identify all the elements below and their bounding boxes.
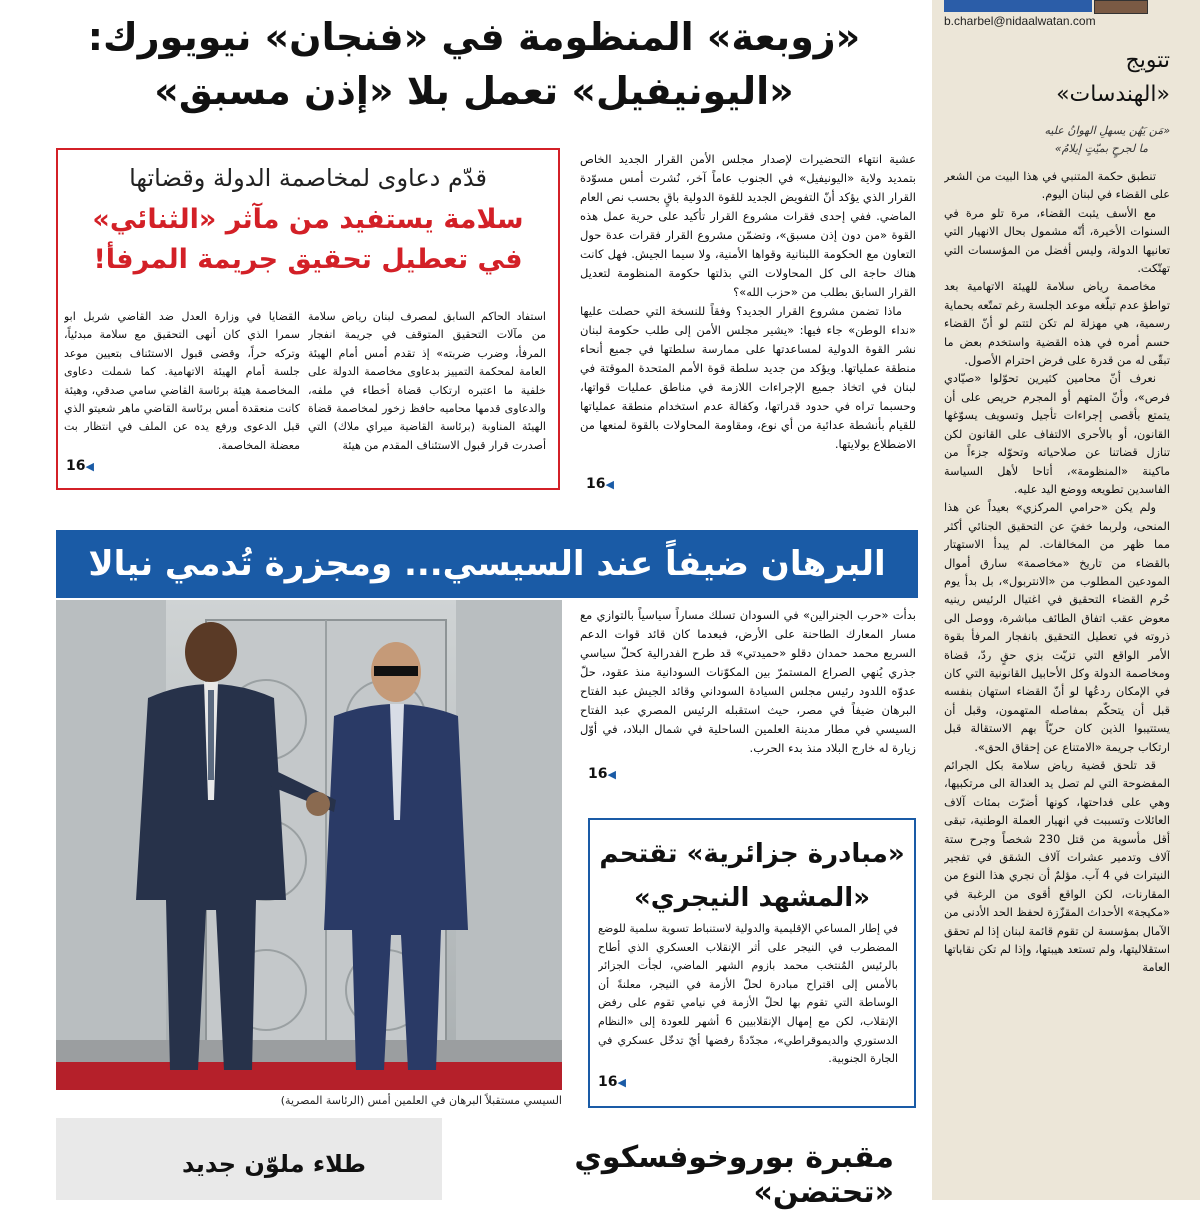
unifil-page-ref[interactable]: [586, 476, 614, 492]
opinion-paragraph: ولم يكن «حرامي المركزي» بعيداً عن هذا المنحى، ولربما خفيَ عن التحقيق الجنائي أكثر مما ظهر من المخالفات. لم يبدأ الاستهتار بالقضاء من تاريخ «مخاصمة» سارق أموال المودعين المطلوب من «الانتربول»، بل بدأ يوم حُرم القضاء التحقيق في اغتيال الرئيس رينيه معوض عقب اتفاق الطائف مباشرة، ووصل الى ذروته في تعطيل التحقيق بانفجار المرفأ بقوة الأمر الواقع التي تزيّت بزي حقٍ ردّ، قضاة ومخاصمة الدولة وكل الأحابيل القانونية التي كان في الإمكان ردعُها لو أنّ القضاء استهان بنفسه قبل أن يتحكّم بمفاصله المتهمون، وقبل أن يستتيبوا الذين كان حريّاً بهم الاستقالة قبل ارتكاب جريمة «الامتناع عن إحقاق الحق».: [944, 501, 1170, 754]
main-headline: [30, 0, 918, 118]
author-photo: [1094, 0, 1148, 14]
salameh-body-right: استفاد الحاكم السابق لمصرف لبنان رياض سلامة من مآلات التحقيق المتوقف في جريمة انفجار المرفأ، وضرب ضربته» إذ تقدم أمس أمام الهيئة العامة لمحكمة التمييز بدعاوى مخاصمة الدولة على خلفية ما اعتبره ارتكاب قضاة أخطاء في ملفه، والدعاوى قدمها محاميه حافظ زخور لمخاصمة قضاة الهيئة المناوبة (برئاسة القاضية ميراي ملاك) التي أصدرت قرار قبول الاستئناف المقدم من هيئة: [308, 310, 546, 452]
arrow-left-icon: ◀: [607, 768, 616, 781]
author-name-tag: [944, 0, 1092, 12]
salameh-page-ref[interactable]: [66, 458, 94, 474]
sudan-banner-title: البرهان ضيفاً عند السيسي... ومجزرة تُدمي نيالا: [88, 544, 886, 584]
unifil-article: [580, 150, 916, 495]
niger-headline-line1: «مبادرة جزائرية» تقتحم: [599, 839, 905, 869]
author-email[interactable]: b.charbel@nidaalwatan.com: [944, 14, 1096, 28]
opinion-quote-line1: «مَن يَهُن يسهلِ الهوانُ عليه: [1044, 124, 1170, 137]
salameh-headline: سلامة يستفيد من مآثر «الثنائي» في تعطيل تحقيق جريمة المرفأ!: [92, 204, 524, 275]
unifil-paragraph: ماذا تضمن مشروع القرار الجديد؟ وفقاً للنسخة التي حصلت عليها «نداء الوطن» جاء فيها: «يشير مجلس الأمن إلى طلب حكومة لبنان نشر القوة الدولية لمساعدتها على ممارسة سلطتها في جميع أنحاء منطقة عملياتها. ويؤكد من جديد سلطة قوة الأمم المتحدة الموقتة في لبنان في اتخاذ جميع الإجراءات اللازمة في مناطق عمليات قواتها، وحسبما تراه في حدود قدراتها، وكفالة عدم استخدام منطقة عملياتها للقيام بأنشطة عدائية من أي نوع، ومقاومة المحاولات بالقوة لمنعها من الاضطلاع بولايتها.: [580, 304, 916, 451]
opinion-body: [944, 168, 1170, 1200]
main-headline-line1: «زوبعة» المنظومة في «فنجان» نيويورك:: [87, 15, 861, 59]
niger-headline: [598, 832, 906, 920]
opinion-title-line2: «الهندسات»: [1056, 82, 1170, 107]
niger-body: في إطار المساعي الإقليمية والدولية لاستنباط تسوية سلمية للوضع المضطرب في النيجر على أثر الإنقلاب العسكري الذي أطاح بالرئيس المُنتخب محمد بازوم الشهر الماضي، لجأت الجزائر بالأمس إلى اقتراح مبادرة لحلّ الأزمة في النيجر، معلنةً أن الوساطة التي تقوم بها لحلّ الأزمة في نيامي تقوم على رفض الإنقلاب، لكن مع إمهال الإنقلابيين 6 أشهر للعودة إلى «النظام الدستوري والديموقراطي»، مجدّدةً رفضها أيّ تدخّل عسكري في الجارة الجنوبية.: [598, 922, 898, 1066]
arrow-left-icon: ◀: [85, 460, 94, 473]
photo-caption: السيسي مستقبلاً البرهان في العلمين أمس (الرئاسة المصرية): [280, 1094, 562, 1107]
opinion-paragraph: مخاصمة رياض سلامة للهيئة الاتهامية بعد تواطؤ عدم تبلّغه موعد الجلسة رغم تمتّعه بحماية رسمية، هي مهزلة لم تكن لتتم لو أنّ القضاء حسم أمره في هذه القضية واستخدم بعض ما تبقّى له من قدرة على فرض احترام الأصول.: [944, 280, 1170, 368]
page-ref-number: 16: [586, 476, 606, 492]
opinion-quote: [944, 122, 1170, 158]
page-ref-number: 16: [598, 1074, 618, 1090]
page-ref-number: 16: [588, 766, 608, 782]
salameh-kicker: قدّم دعاوى لمخاصمة الدولة وقضاتها: [129, 164, 487, 192]
news-photo: [56, 600, 562, 1090]
sudan-page-ref[interactable]: [588, 766, 616, 782]
niger-headline-line2: «المشهد النيجري»: [633, 883, 871, 913]
page-ref-number: 16: [66, 458, 86, 474]
arrow-left-icon: ◀: [617, 1076, 626, 1089]
sudan-article: بدأت «حرب الجنرالين» في السودان تسلك مساراً سياسياً بالتوازي مع مسار المعارك الطاحنة على الأرض، فبعدما كان قائد قوات الدعم السريع محمد حمدان دقلو «حميدتي» قد طرح الفدرالية كحلّ سياسي جذري يُنهي الصراع المستمرّ بين المكوّنات السودانية منذ عقود، حلّ عدوّه اللدود رئيس مجلس السيادة السوداني وقائد الجيش عبد الفتاح البرهان ضيفاً في مصر، حيث استقبله الرئيس المصري عبد الفتاح السيسي في مطار مدينة العلمين الساحلية في شمال البلاد، في أوّل زيارة له خارج البلاد منذ بدء الحرب.: [580, 608, 916, 755]
main-headline-line2: «اليونيفيل» تعمل بلا «إذن مسبق»: [154, 69, 794, 113]
arrow-left-icon: ◀: [605, 478, 614, 491]
opinion-paragraph: تنطبق حكمة المتنبي في هذا البيت من الشعر على القضاء في لبنان اليوم.: [944, 170, 1170, 202]
opinion-quote-line2: ما لجرحٍ بميّتٍ إيلامُ»: [1054, 142, 1148, 155]
opinion-paragraph: قد تلحق قضية رياض سلامة بكل الجرائم المفضوحة التي لم تصل يد العدالة الى مرتكبيها، وهي على فداحتها، كونها أضرّت بمئات آلاف العائلات وتسببت في انهيار العملة الوطنية، تبقى أقل مأسوية من قتل 230 شخصاً وجرح ستة آلاف وتدمير عشرات آلاف الشقق في تفجير النيترات في 4 آب. مؤلمٌ أن نجري هذا النوع من المقارنات، لكن الواقع أقوى من الرغبة في «مكيجة» الأحداث المقزّزة لحفظ الحد الأدنى من الآمال بمؤسسة لن تقوم قائمة لبنان إذا لم تحقق استقلاليتها، ولم تستعد هيبتها، وإذا لم تكن نقاباتها العامة: [944, 759, 1170, 975]
opinion-title-line1: تتويج: [1125, 48, 1170, 73]
opinion-title: [944, 44, 1170, 112]
unifil-paragraph: عشية انتهاء التحضيرات لإصدار مجلس الأمن القرار الجديد الخاص بتمديد ولاية «اليونيفيل» في الجنوب عاماً آخر، نُشرت أمس مسوّدة القرار الذي يؤكد أنّ التفويض الجديد للقوة الدولية باقٍ بحسب نص العام الماضي. ففي إحدى فقرات مشروع القرار تأكيد على حرية عمل هذه القوة «من دون إذن مسبق»، وتضمّن مشروع القرار فقرات عدة حول التعاون مع الحكومة اللبنانية وقواها الأمنية، ولا سيما الجيش. فهل كانت هناك حاجة الى كل المحاولات التي بذلتها حكومة المنظومة لتعديل القرار السابق بطلب من «حزب الله»؟: [580, 152, 916, 299]
salameh-body-left: القضايا في وزارة العدل ضد القاضي شربل ابو سمرا الذي كان أنهى التحقيق مع سلامة مبدئياً، وتركه حراً، وقضى قبول الاستئناف بتعيين موعد جلسة أمام الهيئة الاتهامية. كما شملت دعاوى المخاصمة هيئة برئاسة القاضي سامي صدقي، وهيئة كانت منعقدة أمس برئاسة القاضي ماهر شعيتو الذي قبل الدعوى ورفع يده عن الملف في انتظار بت معضلة المخاصمة.: [64, 310, 300, 452]
opinion-paragraph: مع الأسف يثبت القضاء، مرة تلو مرة في السنوات الأخيرة، أنّه مشمول بحال الانهيار التي تعانيها الدولة، وليس أفضل من المؤسسات التي تهتّكت.: [944, 206, 1170, 276]
opinion-paragraph: نعرف أنّ محامين كثيرين تحوّلوا «صيّادي فرص»، وأنّ المتهم أو المجرم حريص على أن يتمتع بأقصى إجراءات تأجيل وتسويف يسوّغها القانون، أو بالأحرى الالتفاف على القانون لكن تنازل قضاتنا عن صلاحياته وتحوّله جزءاً من ماكينة «المنظومة»، أتاحا لأهل السياسة الفاسدين تطويعه ووضع اليد عليه.: [944, 372, 1170, 496]
bottom-left-headline: طلاء ملوّن جديد: [181, 1150, 366, 1178]
bottom-right-headline: مقبرة بوروخوفسكوي «تحتضن»: [574, 1140, 894, 1210]
handshake-photo-image: [56, 600, 562, 1090]
niger-page-ref[interactable]: [598, 1074, 626, 1090]
